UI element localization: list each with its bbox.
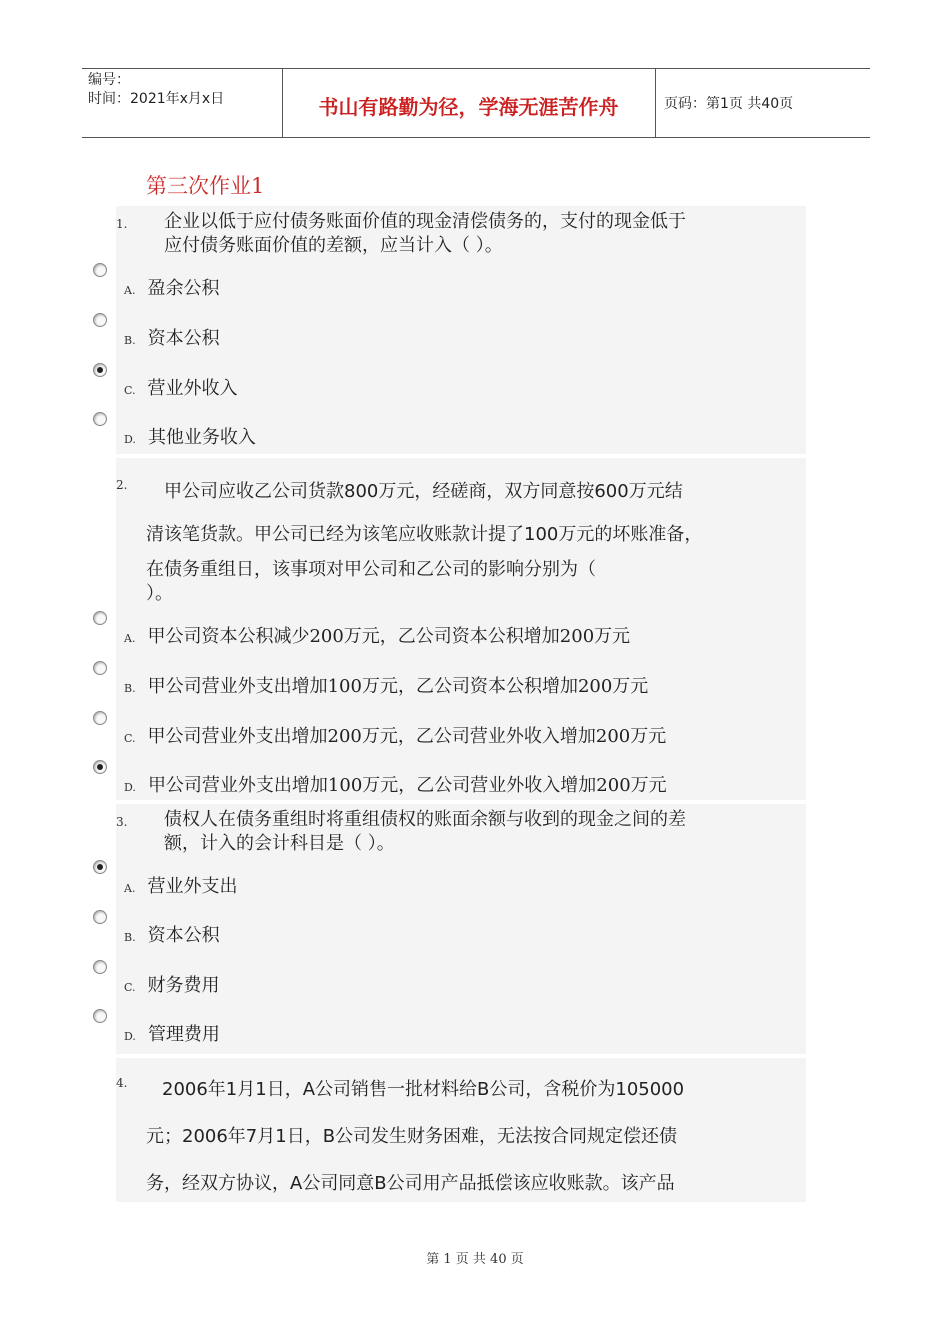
question-number: 1. (116, 217, 128, 231)
option-b[interactable]: B. 甲公司营业外支出增加100万元，乙公司资本公积增加200万元 (124, 676, 649, 697)
question-text: 2006年1月1日，A公司销售一批材料给B公司，含税价为105000 元；2006年7月1日，B公司发生财务困难，无法按合同规定偿还债 务，经双方协议，A公司同意B公司用产品抵偿该应收账款。该产品 (146, 1079, 685, 1194)
option-d[interactable]: D. 甲公司营业外支出增加100万元，乙公司营业外收入增加200万元 (124, 775, 667, 796)
option-radio-d-selected[interactable] (93, 760, 107, 774)
option-radio-c[interactable] (93, 960, 107, 974)
option-radio-b[interactable] (93, 313, 107, 327)
header-divider (655, 69, 656, 137)
page-header (82, 68, 870, 138)
header-left (88, 71, 224, 109)
option-a[interactable]: A. 盈余公积 (124, 278, 220, 299)
option-a[interactable]: A. 营业外支出 (124, 876, 238, 897)
option-a[interactable]: A. 甲公司资本公积减少200万元，乙公司资本公积增加200万元 (124, 626, 631, 647)
question-text: 在债务重组日，该事项对甲公司和乙公司的影响分别为（ ）。 (146, 559, 596, 604)
page-footer: 第 1 页 共 40 页 (426, 1252, 524, 1267)
question-text: 企业以低于应付债务账面价值的现金清偿债务的，支付的现金低于 应付债务账面价值的差额，应当计入（ ）。 (164, 211, 686, 256)
option-radio-a[interactable] (93, 263, 107, 277)
question-text: 甲公司应收乙公司货款800万元，经磋商，双方同意按600万元结 清该笔货款。甲公司已经为该笔应收账款计提了100万元的坏账准备， (146, 481, 703, 545)
option-b[interactable]: B. 资本公积 (124, 925, 220, 946)
date-label: 时间：2021年x月x日 (88, 91, 225, 107)
option-d[interactable]: D. 其他业务收入 (124, 427, 256, 448)
option-radio-d[interactable] (93, 1009, 107, 1023)
option-radio-b[interactable] (93, 661, 107, 675)
question-number: 2. (116, 478, 128, 492)
option-c[interactable]: C. 财务费用 (124, 975, 220, 996)
option-b[interactable]: B. 资本公积 (124, 328, 220, 349)
question-number: 4. (116, 1076, 128, 1090)
option-radio-a-selected[interactable] (93, 860, 107, 874)
page-label: 页码：第1页 共40页 (664, 96, 794, 112)
option-c[interactable]: C. 甲公司营业外支出增加200万元，乙公司营业外收入增加200万元 (124, 726, 667, 747)
question-number: 3. (116, 815, 128, 829)
option-radio-a[interactable] (93, 611, 107, 625)
motto: 书山有路勤为径，学海无涯苦作舟 (318, 95, 619, 119)
option-radio-b[interactable] (93, 910, 107, 924)
question-text: 债权人在债务重组时将重组债权的账面余额与收到的现金之间的差 额，计入的会计科目是（ ）。 (164, 809, 686, 854)
option-radio-c-selected[interactable] (93, 363, 107, 377)
option-radio-d[interactable] (93, 412, 107, 426)
option-c[interactable]: C. 营业外收入 (124, 378, 238, 399)
page-title: 第三次作业1 (146, 174, 265, 198)
option-radio-c[interactable] (93, 711, 107, 725)
option-d[interactable]: D. 管理费用 (124, 1024, 220, 1045)
number-label: 编号： (88, 72, 130, 88)
